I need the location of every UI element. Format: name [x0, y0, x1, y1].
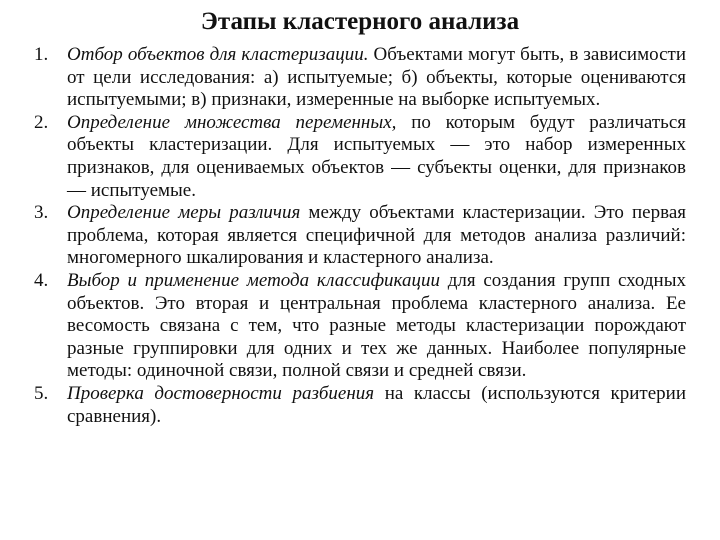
item-number: 5.	[34, 382, 49, 404]
list-item	[34, 383, 686, 428]
list-item	[34, 202, 686, 270]
item-term: Определение множества переменных,	[67, 111, 397, 133]
item-text: на классы (используются критерии сравнения).	[67, 382, 686, 427]
item-number: 3.	[34, 202, 49, 224]
item-text: между объектами кластеризации. Это первая проблема, которая является специфичной для методов анализа различий: многомерного шкалирования и кластерного анализа.	[67, 202, 686, 269]
item-text: по которым будут различаться объекты кластеризации. Для испытуемых — это набор измеренных признаков, для оцениваемых объектов — субъекты оценки, для признаков — испытуемые.	[67, 111, 686, 201]
list-item	[34, 270, 686, 383]
list-item	[34, 112, 686, 202]
item-text: Объектами могут быть, в зависимости от цели исследования: а) испытуемые; б) объекты, которые оцениваются испытуемыми; в) признаки, измеренные на выборке испытуемых.	[67, 44, 686, 111]
list-item	[34, 44, 686, 112]
item-number: 2.	[34, 111, 49, 133]
item-term: Проверка достоверности разбиения	[67, 382, 375, 404]
slide-title: Этапы кластерного анализа	[200, 8, 520, 35]
item-text: для создания групп сходных объектов. Это вторая и центральная проблема кластерного анализа. Ее весомость связана с тем, что разные методы кластеризации порождают разные группировки для одних и тех же данных. Наиболее популярные методы: одиночной связи, полной связи и средней связи.	[67, 269, 686, 382]
item-term: Отбор объектов для кластеризации.	[67, 44, 369, 65]
item-term: Выбор и применение метода классификации	[67, 269, 440, 291]
item-number: 4.	[34, 269, 49, 291]
stages-list	[34, 44, 686, 428]
item-number: 1.	[34, 44, 49, 65]
item-term: Определение меры различия	[67, 202, 301, 224]
